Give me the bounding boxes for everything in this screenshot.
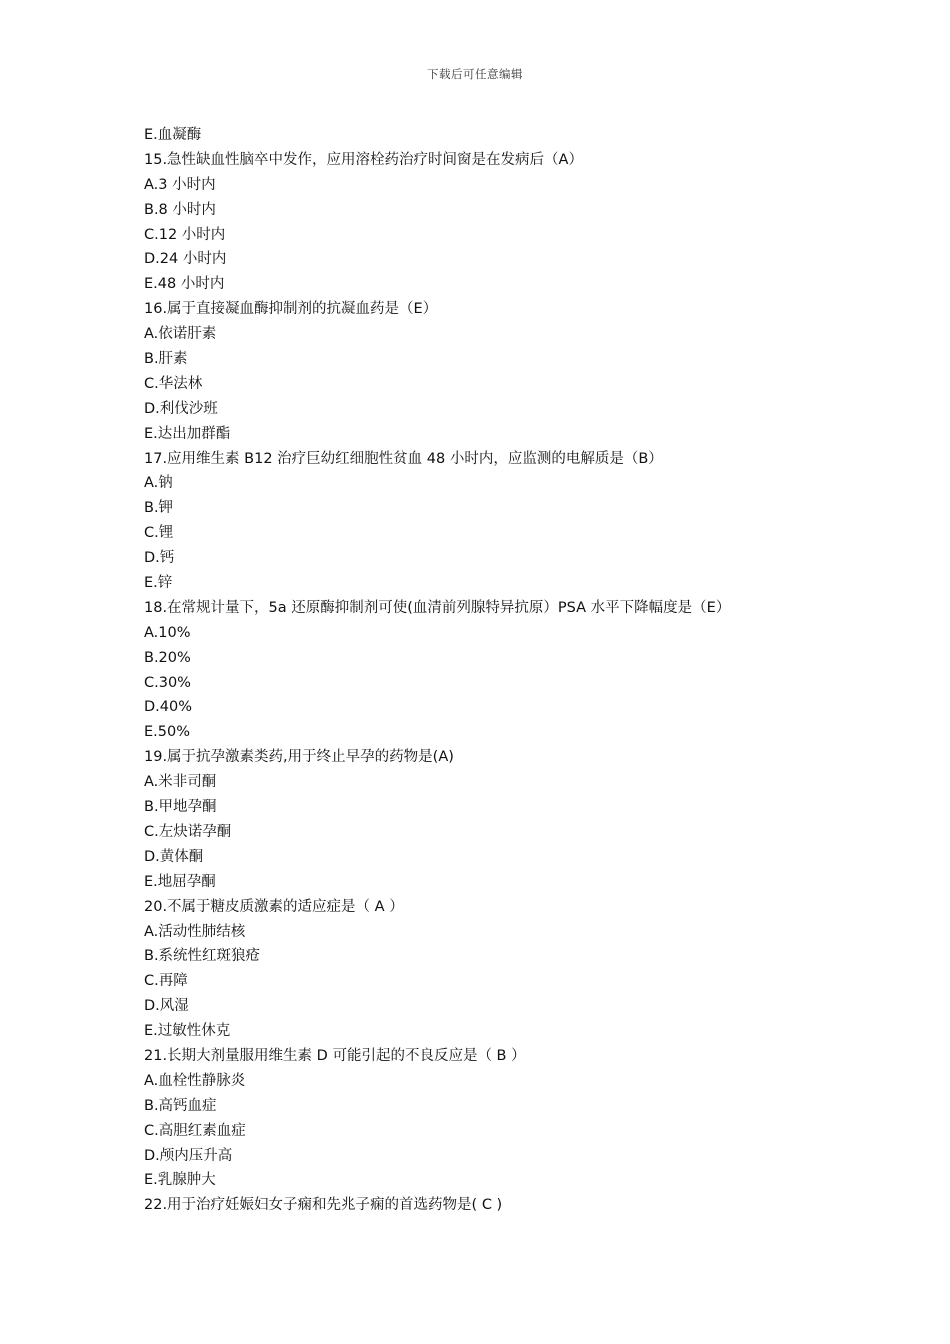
option-line: D.40% (144, 699, 193, 716)
option-line: B.甲地孕酮 (144, 799, 217, 816)
option-line: A.血栓性静脉炎 (144, 1072, 246, 1089)
question-line: 16.属于直接凝血酶抑制剂的抗凝血药是（E） (144, 301, 438, 318)
question-line: 17.应用维生素 B12 治疗巨幼红细胞性贫血 48 小时内，应监测的电解质是（B） (144, 450, 663, 467)
page-header: 下载后可任意编辑 (427, 67, 523, 81)
question-line: 19.属于抗孕激素类药,用于终止早孕的药物是(A) (144, 749, 454, 766)
document-body (144, 123, 844, 1218)
option-line: B.高钙血症 (144, 1097, 217, 1114)
option-line: E.地屈孕酮 (144, 873, 216, 890)
option-line: E.乳腺肿大 (144, 1172, 216, 1189)
option-line: A.米非司酮 (144, 774, 217, 791)
option-line: C.锂 (144, 525, 174, 542)
option-line: A.10% (144, 624, 191, 641)
question-line: 20.不属于糖皮质激素的适应症是（ A ） (144, 898, 404, 915)
option-line: B.8 小时内 (144, 201, 216, 218)
question-line: 18.在常规计量下，5a 还原酶抑制剂可使(血清前列腺特异抗原）PSA 水平下降幅度是（E） (144, 599, 731, 616)
option-line: D.风湿 (144, 998, 189, 1015)
question-line: 22.用于治疗妊娠妇女子痫和先兆子痫的首选药物是( C ) (144, 1197, 503, 1214)
option-line: E.血凝酶 (144, 127, 202, 143)
option-line: E.过敏性休克 (144, 1023, 231, 1040)
question-line: 15.急性缺血性脑卒中发作，应用溶栓药治疗时间窗是在发病后（A） (144, 151, 583, 168)
option-line: C.30% (144, 674, 191, 691)
option-line: A.活动性肺结核 (144, 923, 246, 940)
option-line: D.利伐沙班 (144, 400, 218, 417)
option-line: B.20% (144, 649, 191, 666)
option-line: E.50% (144, 724, 190, 741)
option-line: A.依诺肝素 (144, 326, 217, 343)
option-line: A.钠 (144, 475, 173, 492)
option-line: B.系统性红斑狼疮 (144, 948, 261, 965)
option-line: D.黄体酮 (144, 848, 204, 865)
option-line: B.肝素 (144, 351, 188, 368)
option-line: D.钙 (144, 550, 175, 567)
option-line: B.钾 (144, 500, 174, 517)
option-line: C.12 小时内 (144, 226, 226, 243)
option-line: E.48 小时内 (144, 276, 225, 293)
option-line: E.达出加群酯 (144, 425, 231, 442)
option-line: C.华法林 (144, 375, 203, 392)
option-line: A.3 小时内 (144, 176, 216, 193)
option-line: C.高胆红素血症 (144, 1122, 246, 1139)
option-line: E.锌 (144, 575, 173, 592)
option-line: D.24 小时内 (144, 251, 227, 268)
option-line: D.颅内压升高 (144, 1147, 233, 1164)
option-line: C.左炔诺孕酮 (144, 823, 232, 840)
question-line: 21.长期大剂量服用维生素 D 可能引起的不良反应是（ B ） (144, 1047, 526, 1064)
option-line: C.再障 (144, 973, 188, 990)
